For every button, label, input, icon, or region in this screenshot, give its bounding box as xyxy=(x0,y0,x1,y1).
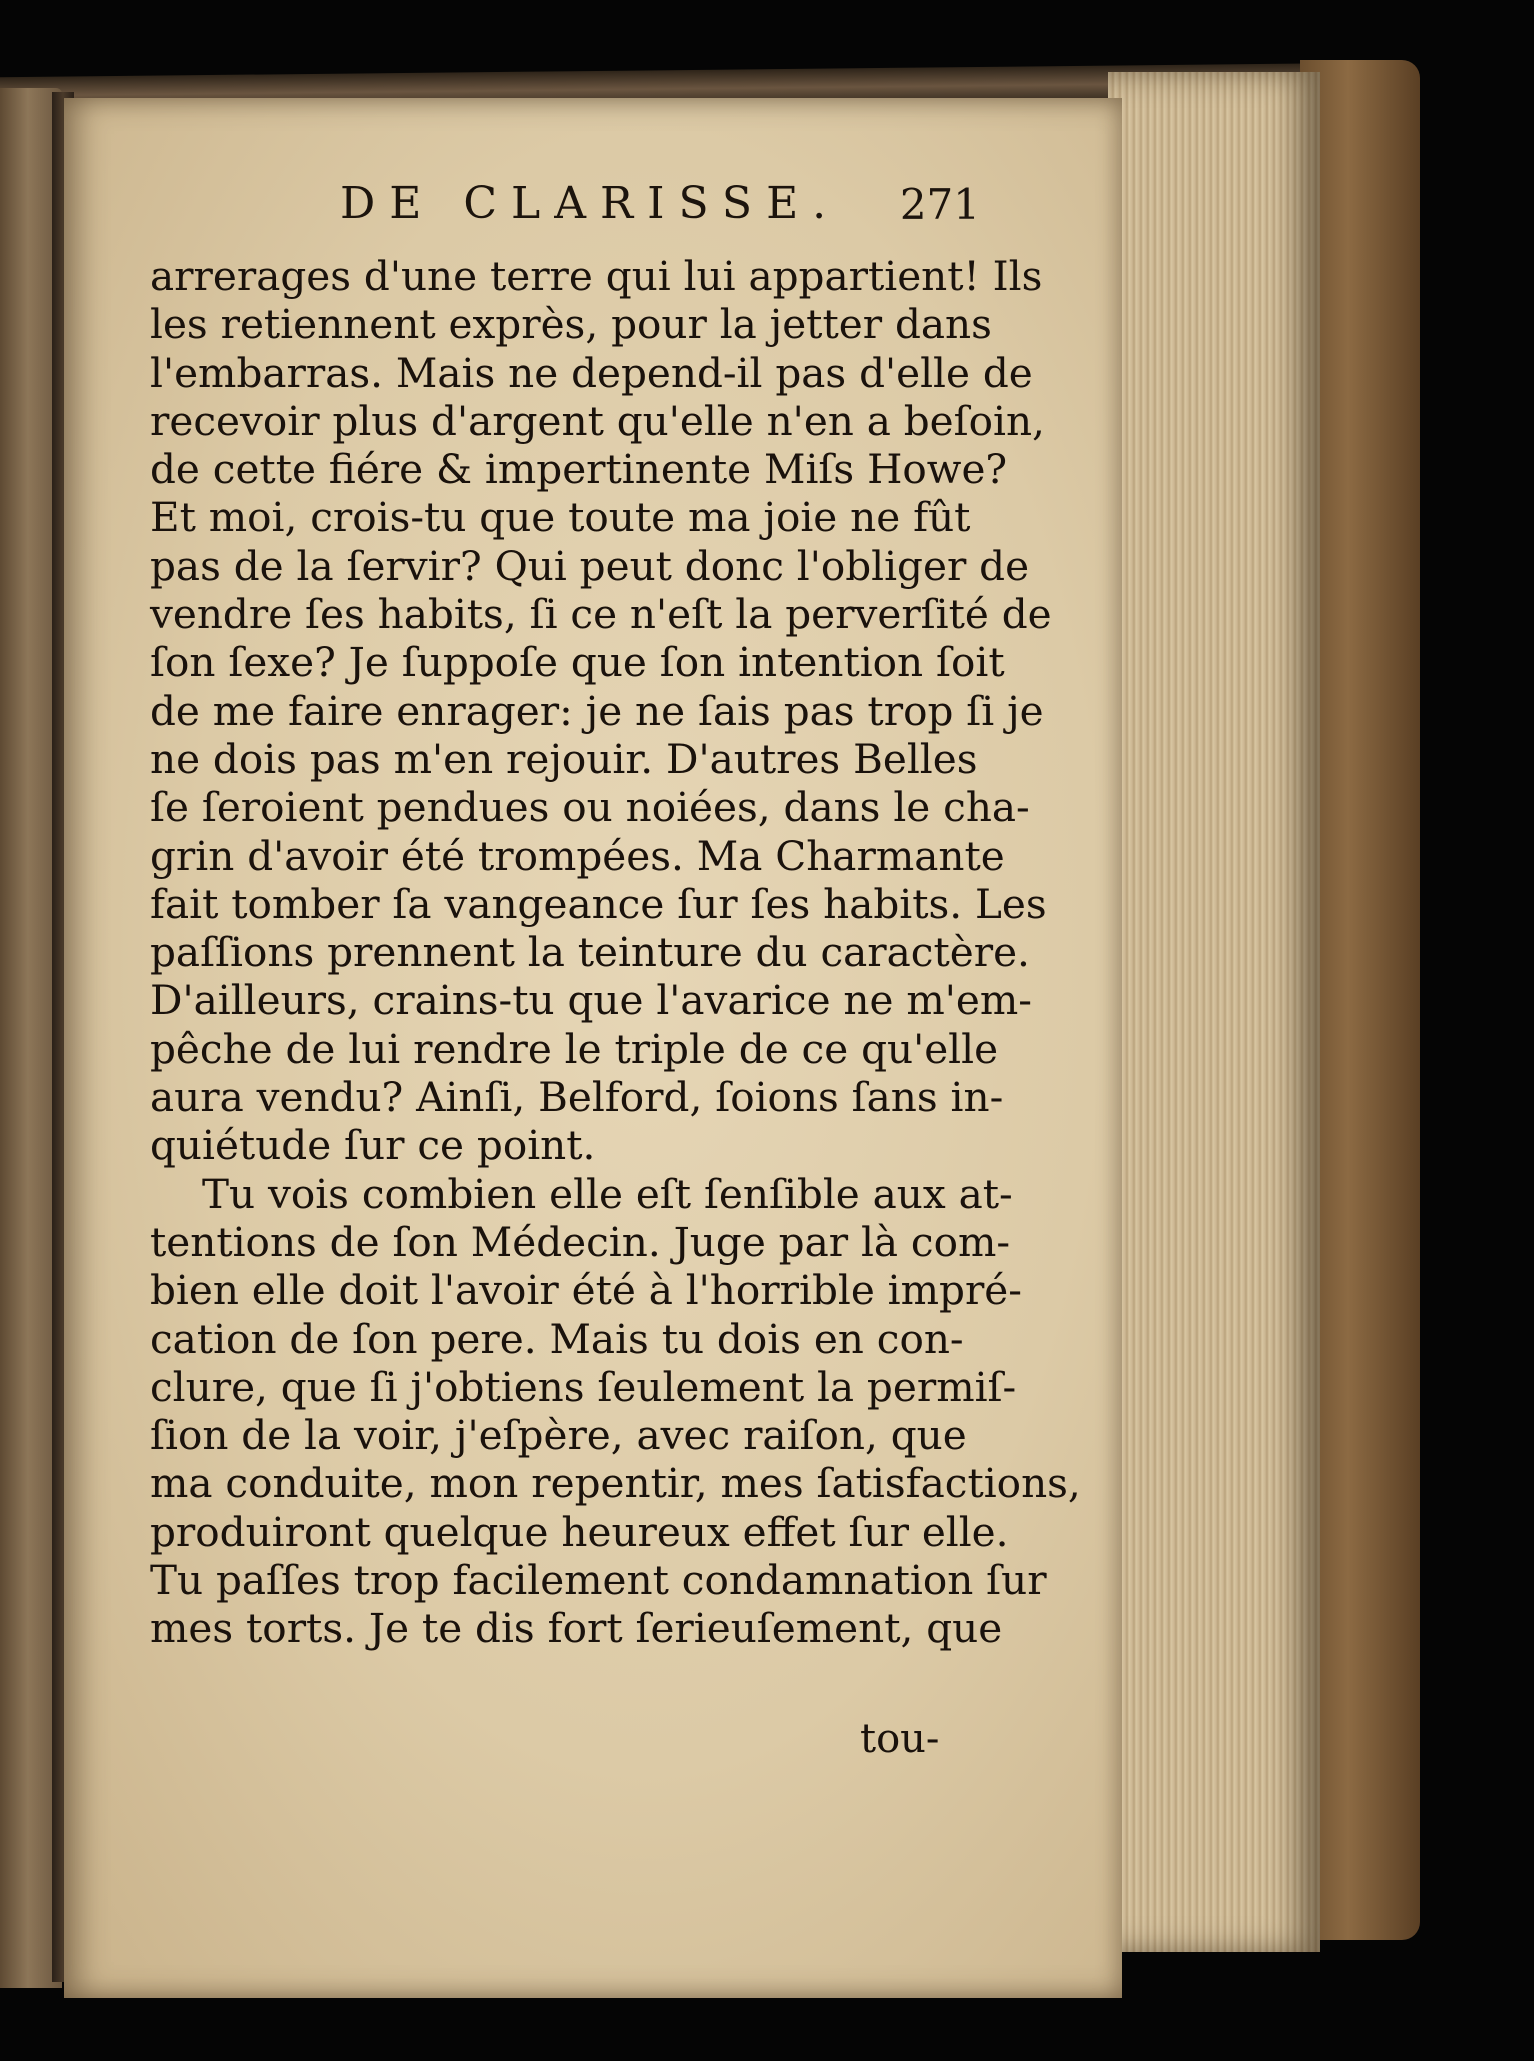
text-line: de me faire enrager: je ne ſais pas trop ſi je xyxy=(150,686,1044,735)
text-line: les retiennent exprès, pour la jetter dans xyxy=(150,300,992,349)
body-text xyxy=(150,252,1081,1653)
text-line: fait tomber ſa vangeance ſur ſes habits. Les xyxy=(150,879,1047,928)
text-line: aura vendu? Ainſi, Belford, ſoions ſans in- xyxy=(150,1073,1004,1122)
text-line: Et moi, crois-tu que toute ma joie ne fût xyxy=(150,493,971,542)
text-line: bien elle doit l'avoir été à l'horrible impré- xyxy=(150,1266,1022,1315)
text-line: cation de ſon pere. Mais tu dois en con- xyxy=(150,1314,964,1363)
text-line: arrerages d'une terre qui lui appartient! Ils xyxy=(150,252,1043,300)
page-header xyxy=(340,178,980,238)
text-line: pas de la ſervir? Qui peut donc l'obliger de xyxy=(150,541,1030,590)
text-line: ma conduite, mon repentir, mes ſatisfactions, xyxy=(150,1459,1081,1508)
text-line: ſe ſeroient pendues ou noiées, dans le cha- xyxy=(150,783,1030,832)
text-line: ſion de la voir, j'eſpère, avec raiſon, que xyxy=(150,1411,967,1460)
text-line: ne dois pas m'en rejouir. D'autres Belles xyxy=(150,734,978,783)
page-number: 271 xyxy=(899,180,980,229)
text-line: recevoir plus d'argent qu'elle n'en a beſoin, xyxy=(150,396,1045,445)
text-line: l'embarras. Mais ne depend-il pas d'elle de xyxy=(150,348,1033,397)
page-block-edges xyxy=(1108,72,1320,1952)
text-line: pêche de lui rendre le triple de ce qu'elle xyxy=(150,1024,999,1073)
text-line: Tu paſſes trop facilement condamnation ſur xyxy=(150,1556,1047,1605)
text-line: quiétude ſur ce point. xyxy=(150,1121,596,1170)
text-line: de cette fiére & impertinente Miſs Howe? xyxy=(150,445,1008,494)
text-line: mes torts. Je te dis fort ſerieuſement, que xyxy=(150,1604,1003,1653)
text-line: vendre ſes habits, ſi ce n'eſt la perverſité de xyxy=(150,590,1052,639)
catchword: tou- xyxy=(860,1716,940,1762)
text-line: tentions de ſon Médecin. Juge par là com- xyxy=(150,1217,1011,1266)
text-line: produiront quelque heureux effet ſur elle. xyxy=(150,1507,1009,1556)
text-line: ſon ſexe? Je ſuppoſe que ſon intention ſoit xyxy=(150,638,1005,687)
running-head: DE CLARISSE. xyxy=(340,178,841,229)
text-line: D'ailleurs, crains-tu que l'avarice ne m'em- xyxy=(150,976,1032,1025)
text-line: paſſions prennent la teinture du caractère. xyxy=(150,928,1030,977)
text-line: Tu vois combien elle eſt ſenſible aux at- xyxy=(202,1169,1013,1218)
text-line: clure, que ſi j'obtiens ſeulement la permiſ- xyxy=(150,1362,1017,1411)
text-line: grin d'avoir été trompées. Ma Charmante xyxy=(150,831,1005,880)
